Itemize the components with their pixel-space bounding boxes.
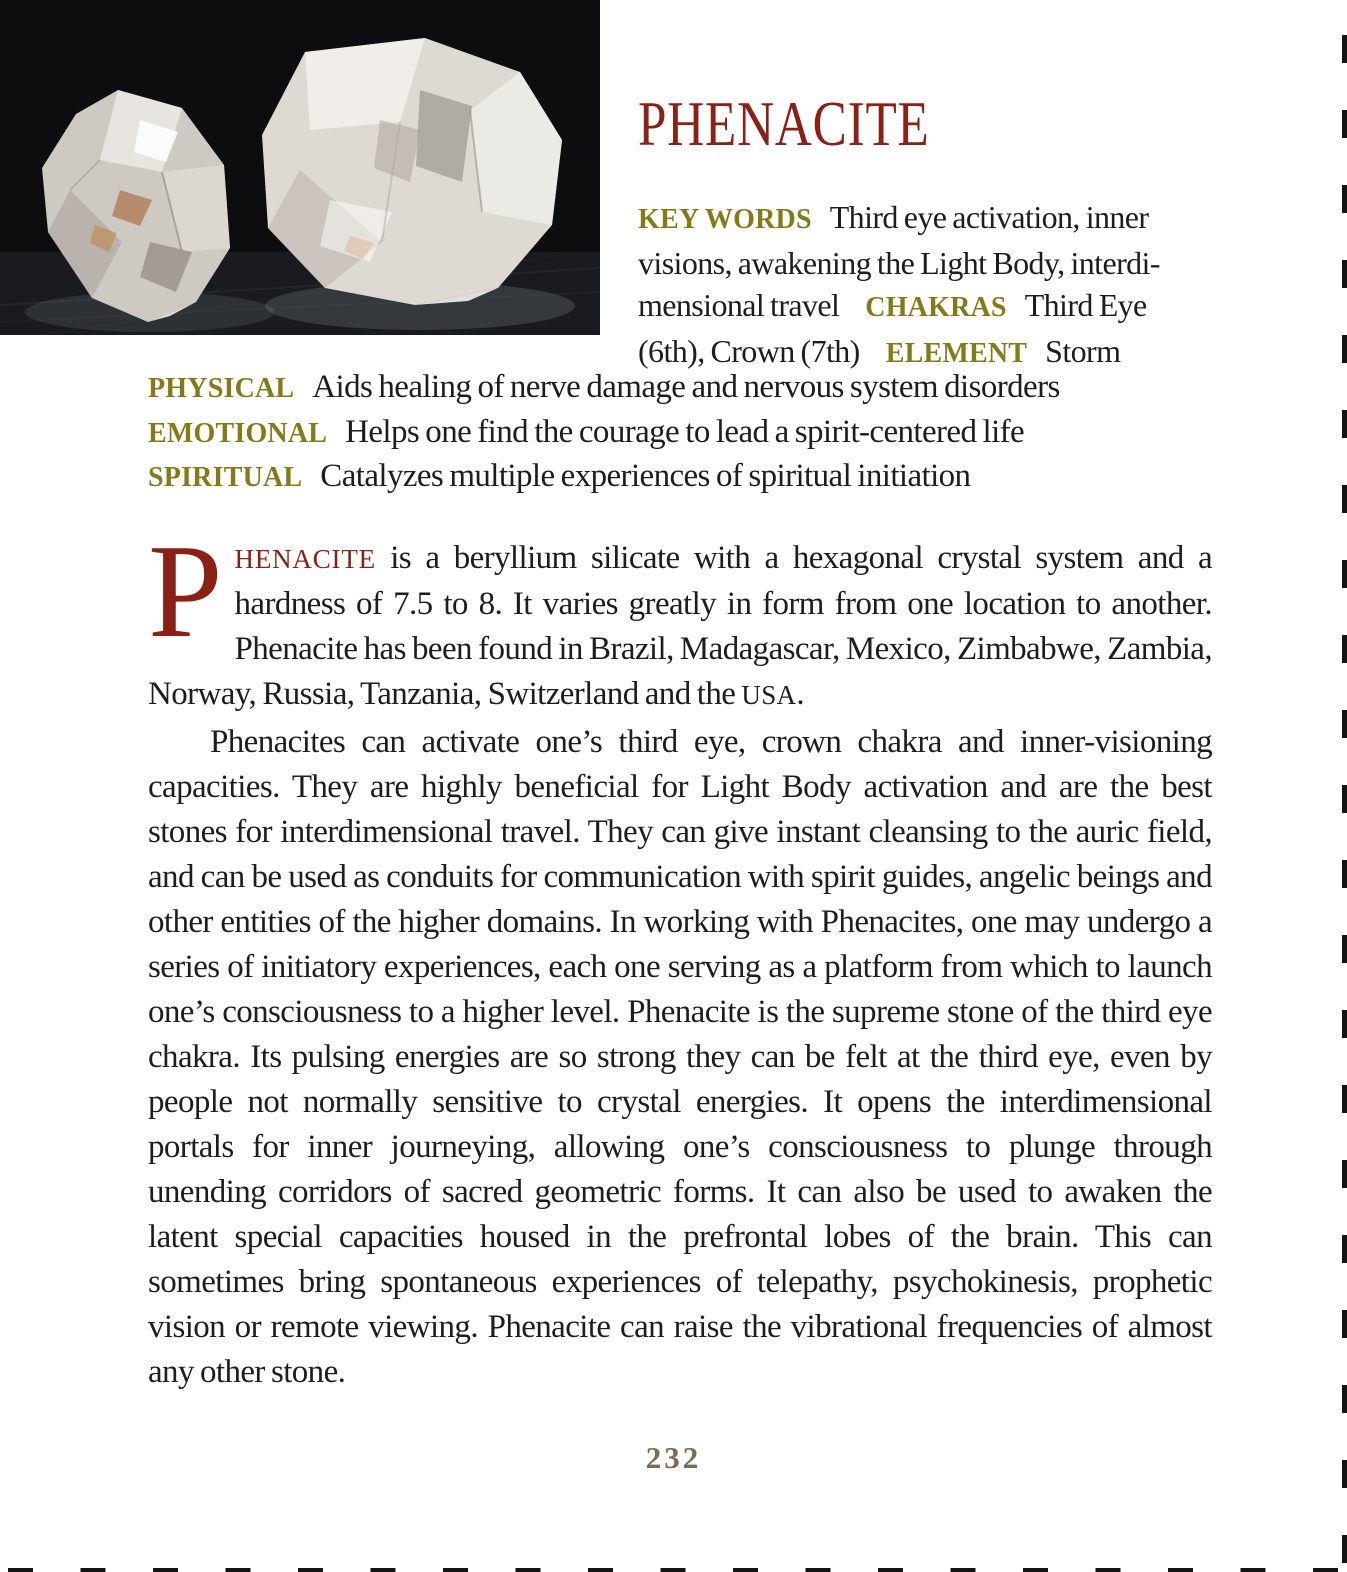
emotional-row xyxy=(148,411,1238,456)
physical-label: PHYSICAL xyxy=(148,373,295,404)
element-label: ELEMENT xyxy=(885,337,1028,369)
right-edge-registration-marks xyxy=(1342,35,1347,1563)
page-number: 232 xyxy=(645,1440,702,1475)
body-text xyxy=(148,517,1212,1395)
key-words-text-1: Third eye activation, inner xyxy=(829,199,1149,235)
chakras-value-1: Third Eye xyxy=(1024,287,1147,323)
lead-smallcaps: HENACITE xyxy=(234,544,376,574)
paragraph-1-period: . xyxy=(796,676,804,712)
chakras-label: CHAKRAS xyxy=(865,292,1007,323)
attributes-block xyxy=(148,366,1238,500)
element-value: Storm xyxy=(1045,332,1121,369)
infobox xyxy=(638,196,1238,375)
drop-cap: P xyxy=(148,517,223,665)
spiritual-text: Catalyzes multiple experiences of spiritual initiation xyxy=(320,458,971,494)
key-words-label: KEY WORDS xyxy=(638,204,812,235)
physical-text: Aids healing of nerve damage and nervous system disorders xyxy=(312,369,1060,405)
emotional-label: EMOTIONAL xyxy=(148,417,328,449)
spiritual-label: SPIRITUAL xyxy=(148,462,303,493)
spiritual-row xyxy=(148,455,1238,500)
body-paragraph-1 xyxy=(148,517,1212,718)
emotional-text: Helps one find the courage to lead a spirit-centered life xyxy=(345,413,1025,450)
chakras-value-2: (6th), Crown (7th) xyxy=(638,332,860,369)
key-words-text-3: mensional travel xyxy=(638,287,840,323)
key-words-text-2: visions, awakening the Light Body, interdi- xyxy=(638,244,1160,281)
body-paragraph-2: Phenacites can activate one’s third eye, crown chakra and inner-visioning capacities. They are highly beneficial for Light Body activation and are the best stones for interdimensional travel. They can give instant cleansing to the auric field, and can be used as conduits for communication with spirit guides, angelic beings and other entities of the higher domains. In working with Phenacites, one may undergo a series of initiatory experiences, each one serving as a platform from which to launch one’s consciousness to a higher level. Phenacite is the supreme stone of the third eye chakra. Its pulsing energies are so strong they can be felt at the third eye, even by people not normally sensitive to crystal energies. It opens the interdimensional portals for inner journeying, allowing one’s consciousness to plunge through unending corridors of sacred geometric forms. It can also be used to awaken the latent special capacities housed in the prefrontal lobes of the brain. This can sometimes bring spontaneous experiences of telepathy, psychokinesis, prophetic vision or remote viewing. Phenacite can raise the vibrational frequencies of almost any other stone. xyxy=(148,724,1212,1390)
paragraph-1-text: is a beryllium silicate with a hexagonal crystal system and a hardness of 7.5 to 8. It varies greatly in form from one location to another. Phenacite has been found in Brazil, Madagascar, Mexico, Zimbabwe, Zambia, Norway, Russia, Tanzania, Switzerland and the xyxy=(148,540,1212,712)
chakras-line xyxy=(638,284,1238,330)
physical-row xyxy=(148,366,1238,411)
key-words-line-1 xyxy=(638,196,1238,242)
usa-smallcaps: USA xyxy=(741,680,797,710)
right-crystal xyxy=(262,38,562,305)
phenacite-photo xyxy=(0,0,600,335)
bottom-edge-registration-marks xyxy=(8,1568,1338,1572)
crystals-photo-illustration xyxy=(0,0,600,335)
page-title: PHENACITE xyxy=(638,88,930,159)
key-words-line-2 xyxy=(638,242,1238,285)
